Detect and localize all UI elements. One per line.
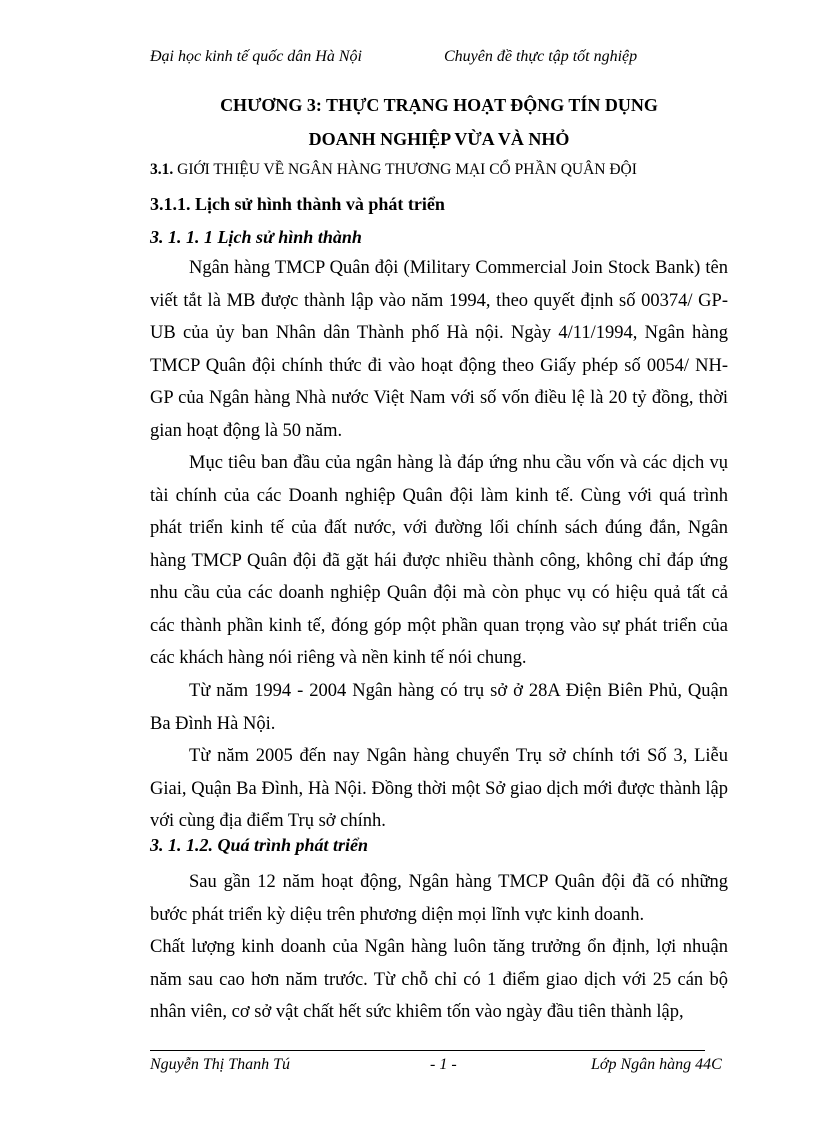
subsubsection-heading-history: 3. 1. 1. 1 Lịch sử hình thành — [150, 227, 362, 247]
footer-divider — [150, 1050, 705, 1051]
footer-page-number: - 1 - — [430, 1056, 457, 1073]
paragraph-quality: Chất lượng kinh doanh của Ngân hàng luôn tăng trưởng ổn định, lợi nhuận năm sau cao hơn năm trước. Từ chỗ chỉ có 1 điểm giao dịch với 25 cán bộ nhân viên, cơ sở vật chất hết sức khiêm tốn vào ngày đầu tiên thành lập, — [150, 937, 728, 1022]
header-report-title: Chuyên đề thực tập tốt nghiệp — [444, 48, 638, 65]
section-number: 3.1. — [150, 161, 174, 178]
chapter-title-line-1: CHƯƠNG 3: THỰC TRẠNG HOẠT ĐỘNG TÍN DỤNG — [220, 95, 658, 115]
chapter-title-line-2: DOANH NGHIỆP VỪA VÀ NHỎ — [308, 129, 570, 149]
footer-class: Lớp Ngân hàng 44C — [591, 1056, 722, 1073]
section-heading — [150, 161, 637, 179]
paragraph-development: Sau gần 12 năm hoạt động, Ngân hàng TMCP Quân đội đã có những bước phát triển kỳ diệu trên phương diện mọi lĩnh vực kinh doanh. — [150, 872, 728, 925]
subsubsection-heading-development: 3. 1. 1.2. Quá trình phát triển — [150, 835, 369, 855]
paragraph-hq-2005: Từ năm 2005 đến nay Ngân hàng chuyển Trụ sở chính tới Số 3, Liễu Giai, Quận Ba Đình, Hà Nội. Đồng thời một Sở giao dịch mới được thành lập với cùng địa điểm Trụ sở chính. — [150, 746, 728, 831]
footer-author: Nguyễn Thị Thanh Tú — [150, 1056, 291, 1073]
header-university: Đại học kinh tế quốc dân Hà Nội — [150, 48, 362, 65]
paragraph-objectives: Mục tiêu ban đầu của ngân hàng là đáp ứng nhu cầu vốn và các dịch vụ tài chính của các Doanh nghiệp Quân đội làm kinh tế. Cùng với quá trình phát triển kinh tế của đất nước, với đường lối chính sách đúng đắn, Ngân hàng TMCP Quân đội đã gặt hái được nhiều thành công, không chỉ đáp ứng nhu cầu của các doanh nghiệp Quân đội mà còn phục vụ có hiệu quả tất cả các thành phần kinh tế, đóng góp một phần quan trọng vào sự phát triển của các khách hàng nói riêng và nền kinh tế nói chung. — [150, 453, 728, 668]
paragraph-hq-1994: Từ năm 1994 - 2004 Ngân hàng có trụ sở ở 28A Điện Biên Phủ, Quận Ba Đình Hà Nội. — [150, 681, 728, 734]
subsection-heading: 3.1.1. Lịch sử hình thành và phát triển — [150, 194, 445, 214]
paragraph-founding: Ngân hàng TMCP Quân đội (Military Commercial Join Stock Bank) tên viết tắt là MB được thành lập vào năm 1994, theo quyết định số 00374/ GP-UB của ủy ban Nhân dân Thành phố Hà nội. Ngày 4/11/1994, Ngân hàng TMCP Quân đội chính thức đi vào hoạt động theo Giấy phép số 0054/ NH-GP của Ngân hàng Nhà nước Việt Nam với số vốn điều lệ là 20 tỷ đồng, thời gian hoạt động là 50 năm. — [150, 258, 728, 441]
section-title: GIỚI THIỆU VỀ NGÂN HÀNG THƯƠNG MẠI CỔ PHẦN QUÂN ĐỘI — [173, 161, 637, 178]
